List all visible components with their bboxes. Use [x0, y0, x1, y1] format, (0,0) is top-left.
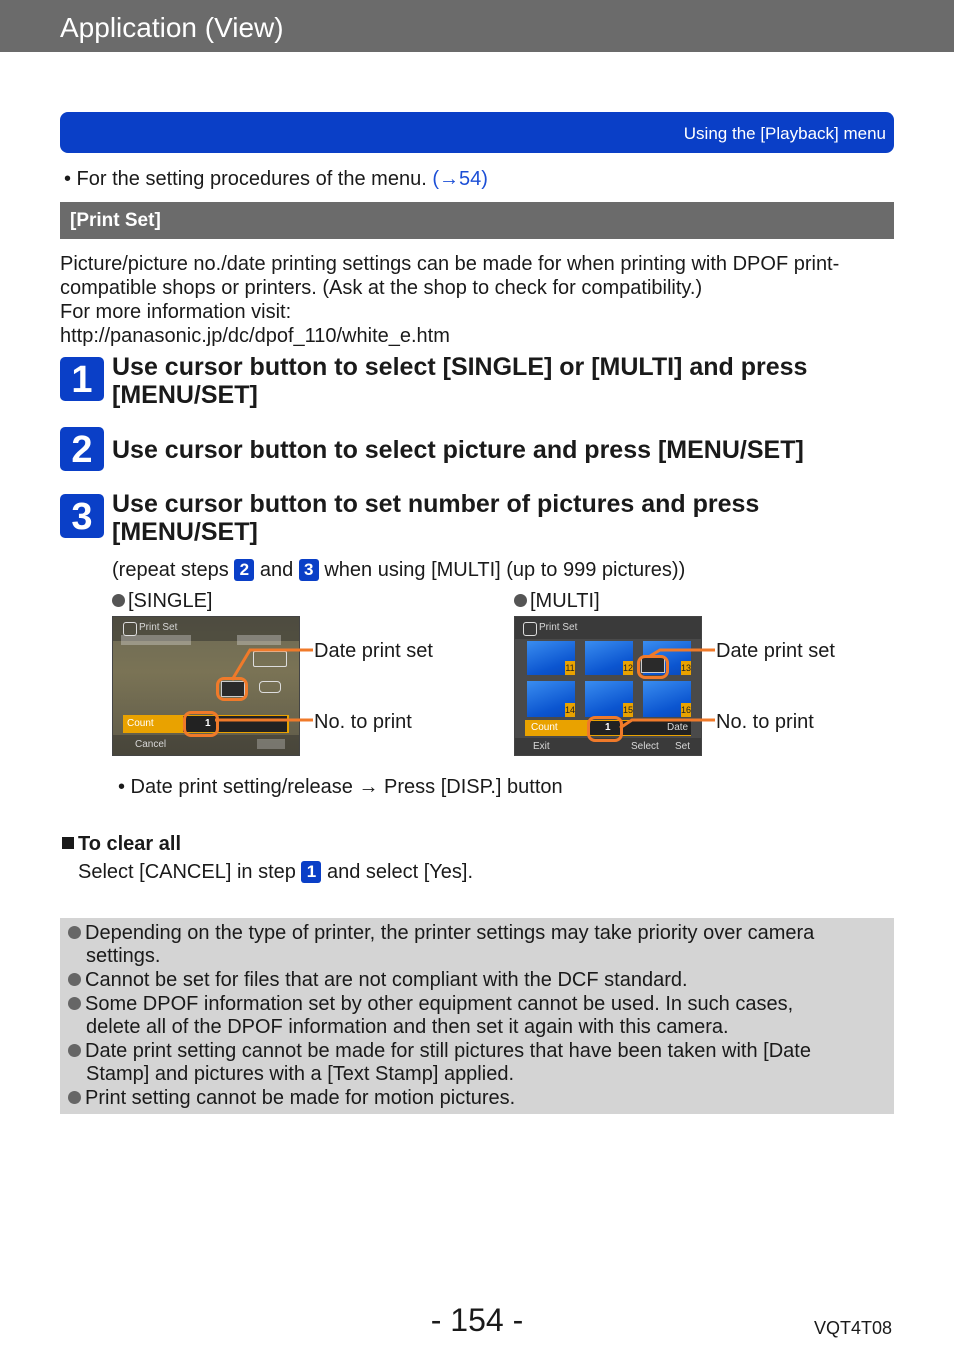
date-label: Date	[667, 722, 689, 733]
note-text: Stamp] and pictures with a [Text Stamp] applied.	[86, 1063, 514, 1085]
step-1-text	[112, 353, 807, 409]
thumbnail-number: 14	[565, 705, 576, 715]
step-3-text	[112, 490, 759, 546]
print-icon	[123, 622, 137, 636]
section-title: [Print Set]	[70, 210, 161, 231]
repeat-note	[112, 559, 685, 582]
bullet-icon	[68, 997, 81, 1010]
multi-screen-image	[514, 616, 702, 756]
note-text: Some DPOF information set by other equipment cannot be used. In such cases,	[85, 993, 794, 1015]
multi-label-text: [MULTI]	[530, 590, 600, 612]
repeat-text: and	[254, 559, 299, 581]
bullet-icon	[68, 973, 81, 986]
step-badge-1: 1	[301, 861, 321, 883]
thumbnail-number: 13	[681, 663, 692, 673]
note-text: • For the setting procedures of the menu.	[64, 168, 433, 190]
page-number: - 154 -	[430, 1302, 524, 1338]
single-date-callout: Date print set	[314, 640, 433, 662]
count-value: 1	[205, 718, 211, 729]
set-label: Set	[675, 741, 691, 752]
intro-url: http://panasonic.jp/dc/dpof_110/white_e.htm	[60, 325, 450, 347]
single-label-text: [SINGLE]	[128, 590, 213, 612]
note-item	[68, 1087, 888, 1110]
date-highlight-ring	[216, 677, 248, 701]
page-reference-link[interactable]: (→54)	[432, 168, 488, 190]
screen-title: Print Set	[539, 622, 578, 633]
bullet-icon	[68, 926, 81, 939]
note-text: Depending on the type of printer, the printer settings may take priority over camera	[85, 922, 815, 944]
note-item	[68, 993, 888, 1039]
note-text: Date print setting cannot be made for still pictures that have been taken with [Date	[85, 1040, 811, 1062]
bullet-icon	[112, 594, 125, 607]
thumbnail	[527, 641, 575, 675]
bullet-icon	[68, 1091, 81, 1104]
bullet-icon	[68, 1044, 81, 1057]
note-text: delete all of the DPOF information and then set it again with this camera.	[86, 1016, 729, 1038]
playback-menu-bar	[60, 112, 894, 153]
thumbnail-number: 16	[681, 705, 692, 715]
page-header-title: Application (View)	[60, 12, 284, 43]
note-item	[68, 969, 888, 992]
note-text: Cannot be set for files that are not compliant with the DCF standard.	[85, 969, 688, 991]
note-item	[68, 922, 888, 968]
single-count-callout: No. to print	[314, 711, 412, 733]
count-label: Count	[127, 718, 154, 729]
step-badge-3: 3	[299, 559, 319, 581]
multi-count-callout: No. to print	[716, 711, 814, 733]
date-info-blur	[237, 635, 281, 645]
set-hint-blur	[257, 739, 285, 749]
repeat-text: when using [MULTI] (up to 999 pictures))	[318, 559, 686, 581]
count-highlight-ring	[587, 716, 623, 742]
date-print-icon	[253, 651, 287, 667]
file-info-blur	[121, 635, 191, 645]
section-bar	[60, 202, 894, 239]
thumbnail-number: 15	[623, 705, 634, 715]
disp-button-note: • Date print setting/release → Press [DISP.] button	[118, 776, 563, 798]
step-number-2: 2	[60, 427, 104, 471]
document-code: VQT4T08	[814, 1318, 893, 1338]
count-highlight-ring	[183, 711, 219, 737]
step-2-text: Use cursor button to select picture and press [MENU/SET]	[112, 436, 804, 464]
multi-label	[514, 590, 600, 613]
single-screen-image	[112, 616, 300, 756]
step-badge-2: 2	[234, 559, 254, 581]
step-3-line: Use cursor button to set number of pictures and press	[112, 490, 760, 518]
step-1-line: Use cursor button to select [SINGLE] or [MULTI] and press	[112, 353, 808, 381]
thumbnail	[585, 641, 633, 675]
count-label: Count	[531, 722, 558, 733]
select-label: Select	[631, 741, 659, 752]
clear-all-heading	[62, 833, 181, 856]
intro-line: Picture/picture no./date printing settings can be made for when printing with DPOF print-	[60, 253, 840, 275]
thumbnail-number: 11	[565, 663, 575, 673]
repeat-text: (repeat steps	[112, 559, 235, 581]
thumbnail	[527, 681, 575, 717]
clear-all-text: and select [Yes].	[321, 861, 474, 883]
intro-line: compatible shops or printers. (Ask at the shop to check for compatibility.)	[60, 277, 703, 299]
step-1-line: [MENU/SET]	[112, 381, 258, 409]
note-text: Print setting cannot be made for motion pictures.	[85, 1087, 516, 1109]
clear-all-text: Select [CANCEL] in step	[78, 861, 302, 883]
single-label	[112, 590, 212, 613]
intro-line: For more information visit:	[60, 301, 292, 323]
notes-box	[60, 918, 894, 1114]
menu-bar-label: Using the [Playback] menu	[683, 124, 886, 143]
note-item	[68, 1040, 888, 1086]
thumbnail	[643, 681, 691, 717]
date-highlight-ring	[637, 655, 669, 679]
thumbnail-number: 12	[623, 663, 634, 673]
exit-label: Exit	[533, 741, 550, 752]
clear-all-title: To clear all	[78, 833, 182, 855]
camera-icon	[259, 681, 281, 693]
bullet-icon	[514, 594, 527, 607]
note-text: settings.	[86, 945, 161, 967]
intro-paragraph	[60, 252, 894, 348]
thumbnail	[585, 681, 633, 717]
print-icon	[523, 622, 537, 636]
step-number-1: 1	[60, 357, 104, 401]
step-number-3: 3	[60, 494, 104, 538]
step-3-line: [MENU/SET]	[112, 518, 258, 546]
square-bullet-icon	[62, 837, 74, 849]
count-value: 1	[605, 722, 611, 733]
clear-all-instruction	[78, 861, 473, 884]
cancel-label: Cancel	[135, 739, 167, 750]
screen-title: Print Set	[139, 622, 178, 633]
setting-procedure-note	[64, 168, 488, 191]
multi-date-callout: Date print set	[716, 640, 835, 662]
